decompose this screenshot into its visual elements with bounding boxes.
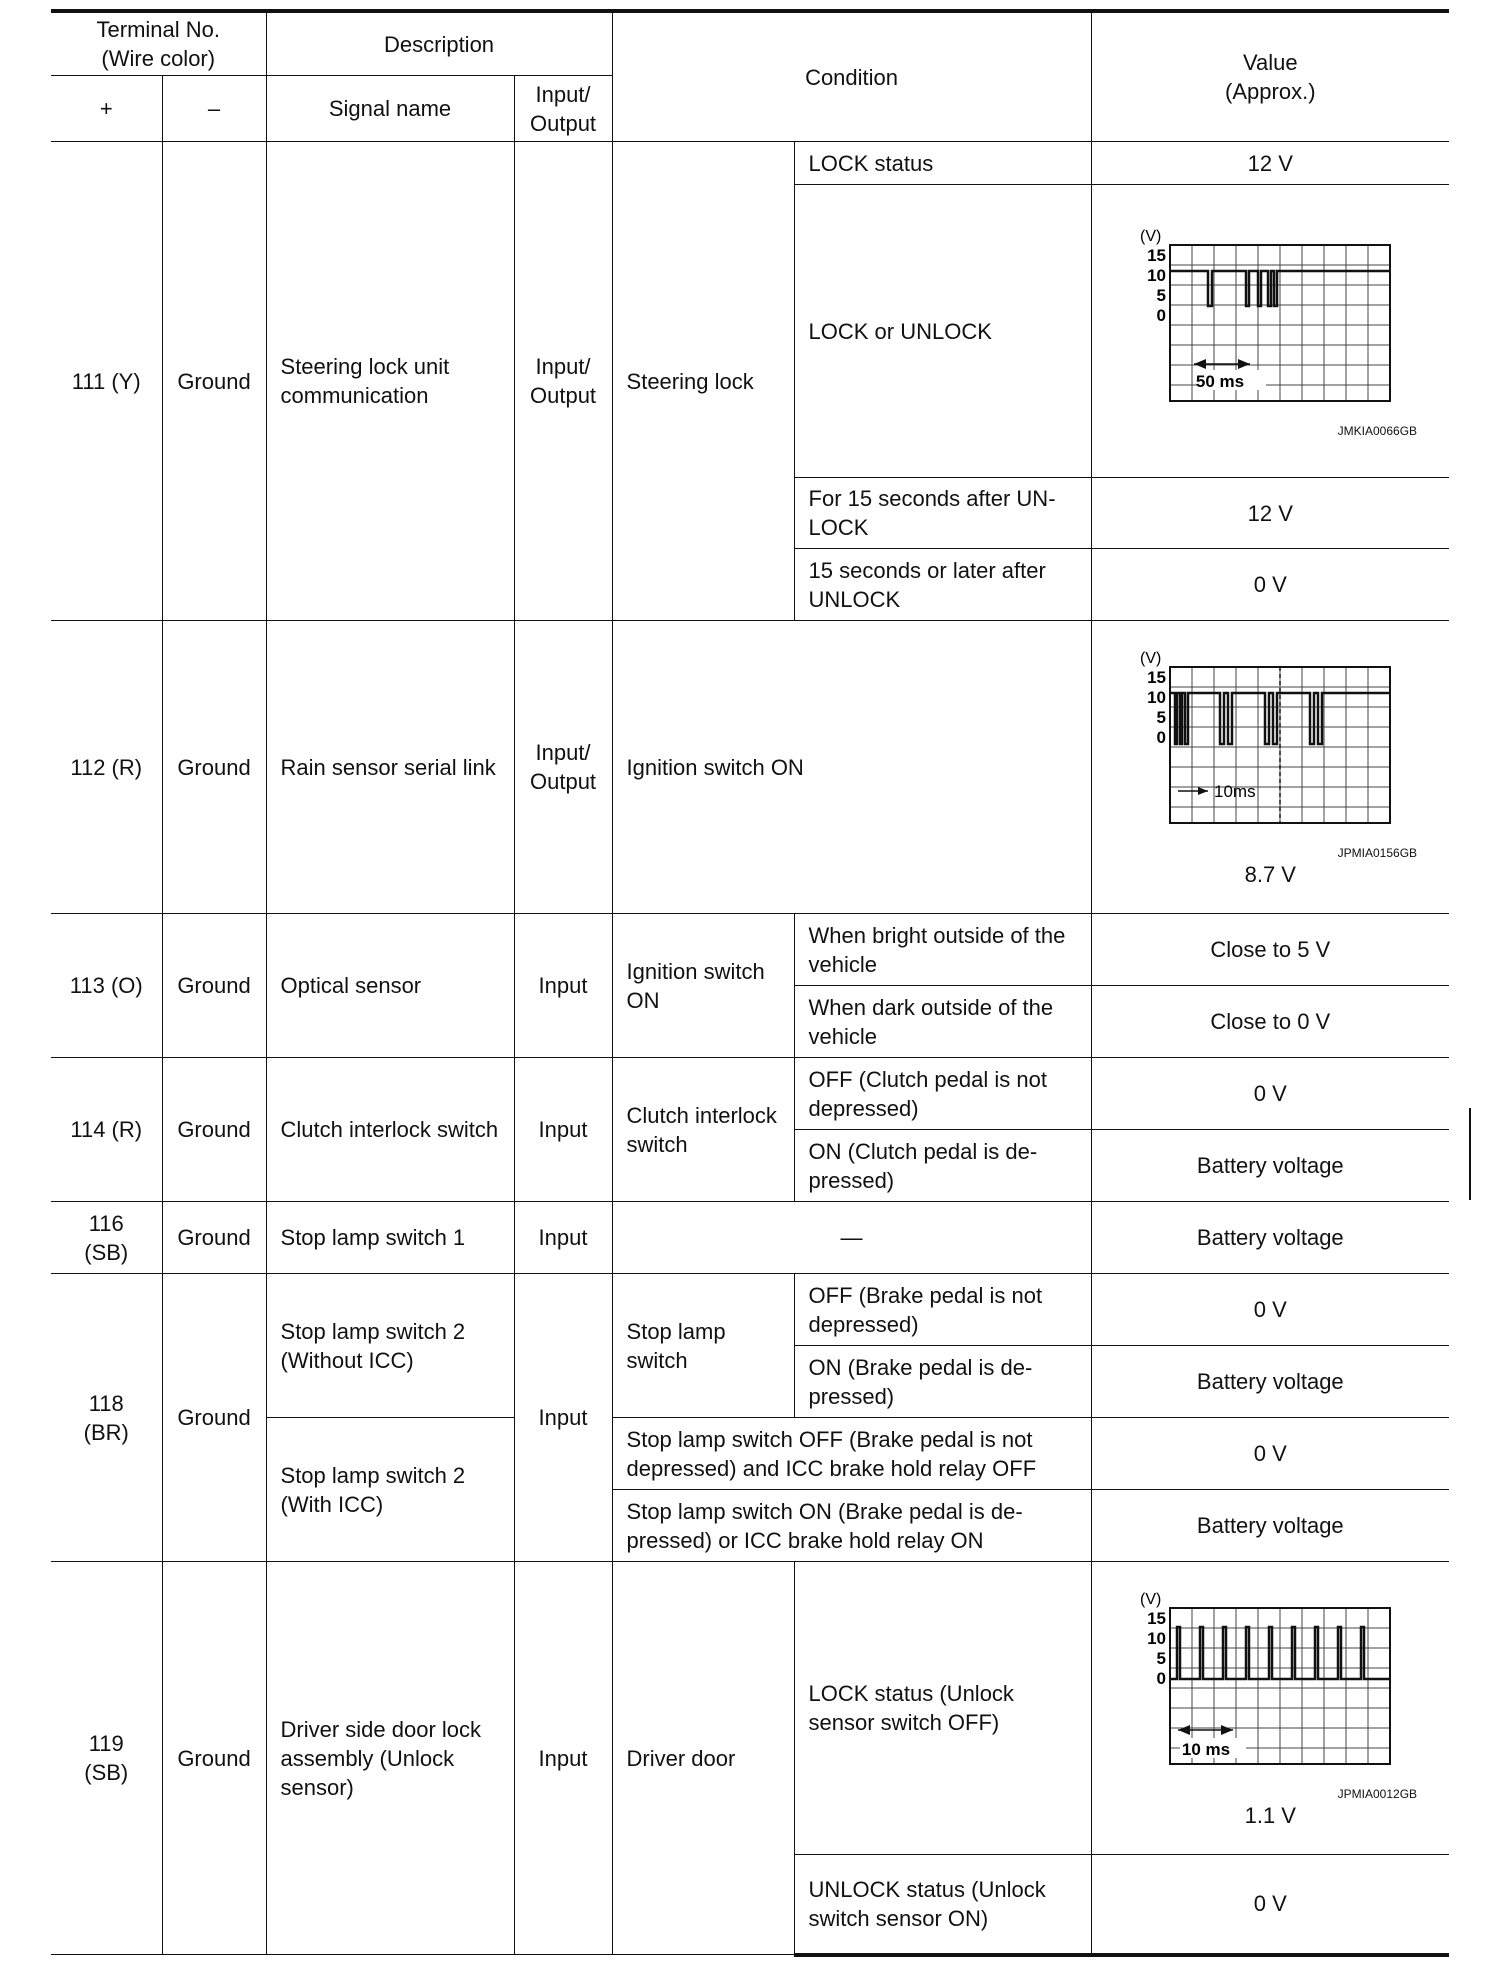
waveform-y-tick: 5 xyxy=(1156,707,1167,727)
io-119: Input xyxy=(514,1562,612,1955)
condition-113: Ignition switch ON xyxy=(612,914,794,1058)
terminal-plus-113: 113 (O) xyxy=(51,914,162,1058)
sub-condition-111-3: For 15 seconds after UN-LOCK xyxy=(794,478,1091,549)
waveform-y-tick: 15 xyxy=(1147,246,1167,265)
sub-condition-119-1: LOCK status (Unlock sensor switch OFF) xyxy=(794,1562,1091,1855)
header-condition: Condition xyxy=(612,11,1091,142)
io-112: Input/ Output xyxy=(514,621,612,914)
waveform-chart-111 xyxy=(1120,224,1420,424)
signal-name-111: Steering lock unit communication xyxy=(266,142,514,621)
header-input-output: Input/ Output xyxy=(514,76,612,142)
waveform-chart-119 xyxy=(1120,1587,1420,1787)
waveform-y-tick: 5 xyxy=(1156,1648,1167,1668)
value-111-4: 0 V xyxy=(1091,549,1449,621)
waveform-y-tick: 10 xyxy=(1147,266,1167,285)
terminal-minus-113: Ground xyxy=(162,914,266,1058)
value-118-1: 0 V xyxy=(1091,1274,1449,1346)
sub-condition-114-2: ON (Clutch pedal is de-pressed) xyxy=(794,1130,1091,1202)
header-signal-name: Signal name xyxy=(266,76,514,142)
signal-name-113: Optical sensor xyxy=(266,914,514,1058)
value-113-2: Close to 0 V xyxy=(1091,986,1449,1058)
condition-116: — xyxy=(612,1202,1091,1274)
waveform-y-tick: 15 xyxy=(1147,1608,1167,1628)
waveform-cell-119 xyxy=(1091,1562,1449,1855)
waveform-y-tick: 0 xyxy=(1156,1668,1167,1688)
waveform-y-tick: 10 xyxy=(1147,687,1167,707)
waveform-y-tick: 0 xyxy=(1156,727,1167,747)
figure-ref-119: JPMIA0012GB xyxy=(1337,1786,1418,1801)
value-118-3: 0 V xyxy=(1091,1418,1449,1490)
condition-112: Ignition switch ON xyxy=(612,621,1091,914)
io-114: Input xyxy=(514,1058,612,1202)
sub-condition-113-2: When dark outside of the vehicle xyxy=(794,986,1091,1058)
signal-name-118-without-icc: Stop lamp switch 2 (Without ICC) xyxy=(266,1274,514,1418)
io-111: Input/ Output xyxy=(514,142,612,621)
value-114-2: Battery voltage xyxy=(1091,1130,1449,1202)
terminal-plus-112: 112 (R) xyxy=(51,621,162,914)
sub-condition-119-2: UNLOCK status (Unlock switch sensor ON) xyxy=(794,1855,1091,1955)
condition-118: Stop lamp switch xyxy=(612,1274,794,1418)
header-description: Description xyxy=(266,11,612,76)
terminal-minus-116: Ground xyxy=(162,1202,266,1274)
waveform-y-unit: (V) xyxy=(1140,649,1162,667)
io-113: Input xyxy=(514,914,612,1058)
terminal-minus-118: Ground xyxy=(162,1274,266,1562)
header-terminal-no xyxy=(51,11,266,76)
value-112: 8.7 V xyxy=(1244,861,1296,887)
sub-condition-111-4: 15 seconds or later after UNLOCK xyxy=(794,549,1091,621)
approx-label: (Approx.) xyxy=(1225,79,1316,104)
waveform-chart-112 xyxy=(1120,646,1420,846)
waveform-y-tick: 10 xyxy=(1147,1628,1167,1648)
value-116: Battery voltage xyxy=(1091,1202,1449,1274)
terminal-no-label: Terminal No. xyxy=(96,17,220,42)
waveform-time-scale: 50 ms xyxy=(1196,372,1245,391)
signal-name-119: Driver side door lock assembly (Unlock sensor) xyxy=(266,1562,514,1955)
header-minus: – xyxy=(162,76,266,142)
signal-name-114: Clutch interlock switch xyxy=(266,1058,514,1202)
terminal-minus-114: Ground xyxy=(162,1058,266,1202)
figure-ref-112: JPMIA0156GB xyxy=(1337,845,1418,860)
waveform-y-tick: 15 xyxy=(1147,667,1167,687)
io-116: Input xyxy=(514,1202,612,1274)
value-119-2: 0 V xyxy=(1091,1855,1449,1955)
condition-119: Driver door xyxy=(612,1562,794,1955)
sub-condition-111-2: LOCK or UNLOCK xyxy=(794,185,1091,478)
value-label: Value xyxy=(1242,50,1298,75)
waveform-cell-112 xyxy=(1091,621,1449,914)
terminal-minus-111: Ground xyxy=(162,142,266,621)
terminal-plus-116: 116 (SB) xyxy=(51,1202,162,1274)
signal-name-112: Rain sensor serial link xyxy=(266,621,514,914)
waveform-y-tick: 0 xyxy=(1156,306,1167,325)
signal-name-116: Stop lamp switch 1 xyxy=(266,1202,514,1274)
sub-condition-118-2: ON (Brake pedal is de-pressed) xyxy=(794,1346,1091,1418)
condition-114: Clutch interlock switch xyxy=(612,1058,794,1202)
waveform-y-unit: (V) xyxy=(1140,228,1162,245)
waveform-cell-111 xyxy=(1091,185,1449,478)
value-114-1: 0 V xyxy=(1091,1058,1449,1130)
sub-condition-118-1: OFF (Brake pedal is not depressed) xyxy=(794,1274,1091,1346)
io-118: Input xyxy=(514,1274,612,1562)
waveform-y-unit: (V) xyxy=(1140,1590,1162,1608)
value-111-1: 12 V xyxy=(1091,142,1449,185)
terminal-spec-table xyxy=(51,9,1449,1957)
terminal-minus-112: Ground xyxy=(162,621,266,914)
sub-condition-118-3: Stop lamp switch OFF (Brake pedal is not depressed) and ICC brake hold relay OFF xyxy=(612,1418,1091,1490)
header-value xyxy=(1091,11,1449,142)
signal-name-118-with-icc: Stop lamp switch 2 (With ICC) xyxy=(266,1418,514,1562)
terminal-plus-111: 111 (Y) xyxy=(51,142,162,621)
terminal-plus-114: 114 (R) xyxy=(51,1058,162,1202)
waveform-y-tick: 5 xyxy=(1156,286,1167,305)
value-118-2: Battery voltage xyxy=(1091,1346,1449,1418)
revision-change-bar xyxy=(1469,1108,1471,1200)
value-113-1: Close to 5 V xyxy=(1091,914,1449,986)
sub-condition-114-1: OFF (Clutch pedal is not depressed) xyxy=(794,1058,1091,1130)
value-119-1: 1.1 V xyxy=(1244,1802,1296,1828)
sub-condition-113-1: When bright outside of the vehicle xyxy=(794,914,1091,986)
sub-condition-118-4: Stop lamp switch ON (Brake pedal is de-pressed) or ICC brake hold relay ON xyxy=(612,1490,1091,1562)
waveform-time-scale: 10ms xyxy=(1214,781,1256,801)
value-118-4: Battery voltage xyxy=(1091,1490,1449,1562)
terminal-plus-119: 119 (SB) xyxy=(51,1562,162,1955)
sub-condition-111-1: LOCK status xyxy=(794,142,1091,185)
wire-color-label: (Wire color) xyxy=(101,46,216,71)
condition-111: Steering lock xyxy=(612,142,794,621)
terminal-minus-119: Ground xyxy=(162,1562,266,1955)
value-111-3: 12 V xyxy=(1091,478,1449,549)
terminal-plus-118: 118 (BR) xyxy=(51,1274,162,1562)
waveform-time-scale: 10 ms xyxy=(1182,1739,1231,1759)
figure-ref-111: JMKIA0066GB xyxy=(1337,424,1418,438)
header-plus: + xyxy=(51,76,162,142)
